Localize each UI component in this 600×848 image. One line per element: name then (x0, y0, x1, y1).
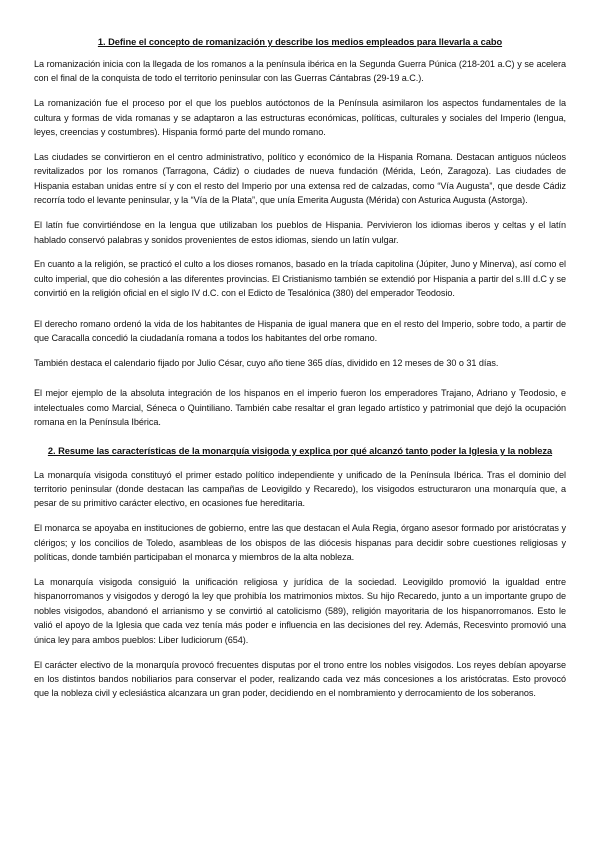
paragraph: En cuanto a la religión, se practicó el culto a los dioses romanos, basado en la tríada capitolina (Júpiter, Juno y Minerva), así como el culto imperial, que dio cohesión a las diferentes provincias. El Cristianismo también se extendió por Hispania a partir del s.III d.C y se convirtió en la religión oficial en el siglo IV d.C. con el Edicto de Tesalónica (380) del emperador Teodosio. (34, 259, 566, 299)
paragraph: La romanización inicia con la llegada de los romanos a la península ibérica en la Segunda Guerra Púnica (218-201 a.C) y se acelera con el final de la conquista de todo el territorio peninsular con las Guerras Cántabras (29-19 a.C.). (34, 59, 566, 84)
section-monarquia-visigoda (34, 445, 566, 701)
paragraph: Las ciudades se convirtieron en el centro administrativo, político y económico de la Hispania Romana. Destacan antiguos núcleos revitalizados por los romanos (Tarragona, Cádiz) o ciudades de nueva fundación (Mérida, León, Zaragoza). Las ciudades de Hispania estaban unidas entre sí y con el resto del Imperio por una extensa red de calzadas, como “Vía Augusta”, que desde Cádiz recorría todo el levante peninsular, y la “Vía de la Plata”, que unía Emerita Augusta (Mérida) con Asturica Augusta (Astorga). (34, 152, 566, 206)
section-2-heading: 2. Resume las características de la monarquía visigoda y explica por qué alcanzó tanto poder la Iglesia y la nobleza (47, 445, 553, 456)
paragraph: El carácter electivo de la monarquía provocó frecuentes disputas por el trono entre los nobles visigodos. Los reyes debían apoyarse en los distintos bandos nobiliarios para conservar el poder, realizando cada vez más concesiones a los aristócratas. Esto provocó que la nobleza civil y eclesiástica alcanzara un gran poder, decidiendo en el nombramiento y derrocamiento de los soberanos. (34, 659, 566, 699)
paragraph: La romanización fue el proceso por el que los pueblos autóctonos de la Península asimilaron los aspectos fundamentales de la cultura y formas de vida romanas y se adaptaron a las estructuras económicas, políticas, culturales y sociales del Imperio (lengua, leyes, creencias y costumbres). Hispania formó parte del mundo romano. (34, 98, 566, 138)
paragraph: El monarca se apoyaba en instituciones de gobierno, entre las que destacan el Aula Regia, órgano asesor formado por aristócratas y clérigos; y los concilios de Toledo, asambleas de los obispos de las diócesis hispanas para decidir sobre cuestiones religiosas y políticas, donde también participaban el monarca y miembros de la alta nobleza. (34, 523, 566, 563)
paragraph: La monarquía visigoda consiguió la unificación religiosa y jurídica de la sociedad. Leovigildo promovió la igualdad entre hispanorromanos y visigodos y derogó la ley que prohibía los matrimonios mixtos. Su hijo Recaredo, junto a un importante grupo de nobles visigodos, abandonó el arrianismo y se convirtió al catolicismo (589), religión mayoritaria de los hispanorromanos. Esto le valió el apoyo de la Iglesia que cada vez tenía más poder e influencia en las decisiones del rey. Además, Recesvinto promovió una única ley para ambos pueblos: Liber Iudiciorum (654). (34, 577, 566, 645)
paragraph: El derecho romano ordenó la vida de los habitantes de Hispania de igual manera que en el resto del Imperio, sobre todo, a partir de que Caracalla concedió la ciudadanía romana a todos los habitantes del orbe romano. (34, 318, 566, 344)
paragraph: El mejor ejemplo de la absoluta integración de los hispanos en el imperio fueron los emperadores Trajano, Adriano y Teodosio, e intelectuales como Marcial, Séneca o Quintiliano. También cabe resaltar el gran legado artístico y patrimonial que dejó la ocupación romana en la Península Ibérica. (34, 388, 566, 428)
paragraph: También destaca el calendario fijado por Julio César, cuyo año tiene 365 días, dividido en 12 meses de 30 o 31 días. (34, 358, 499, 368)
section-romanizacion (34, 36, 566, 430)
paragraph: El latín fue convirtiéndose en la lengua que utilizaban los pueblos de Hispania. Pervivieron los idiomas iberos y celtas y el latín hablado conservó palabras y sonidos provenientes de estos idiomas, siendo un latín vulgar. (34, 220, 566, 245)
paragraph: La monarquía visigoda constituyó el primer estado político independiente y unificado de la Península Ibérica. Tras el dominio del territorio peninsular (donde destacan las campañas de Leovigildo y Recaredo), los visigodos estructuraron una monarquía que, a pesar de su primitivo carácter electivo, en ocasiones fue hereditaria. (34, 469, 566, 509)
section-1-heading: 1. Define el concepto de romanización y describe los medios empleados para llevarla a cabo (97, 37, 503, 47)
